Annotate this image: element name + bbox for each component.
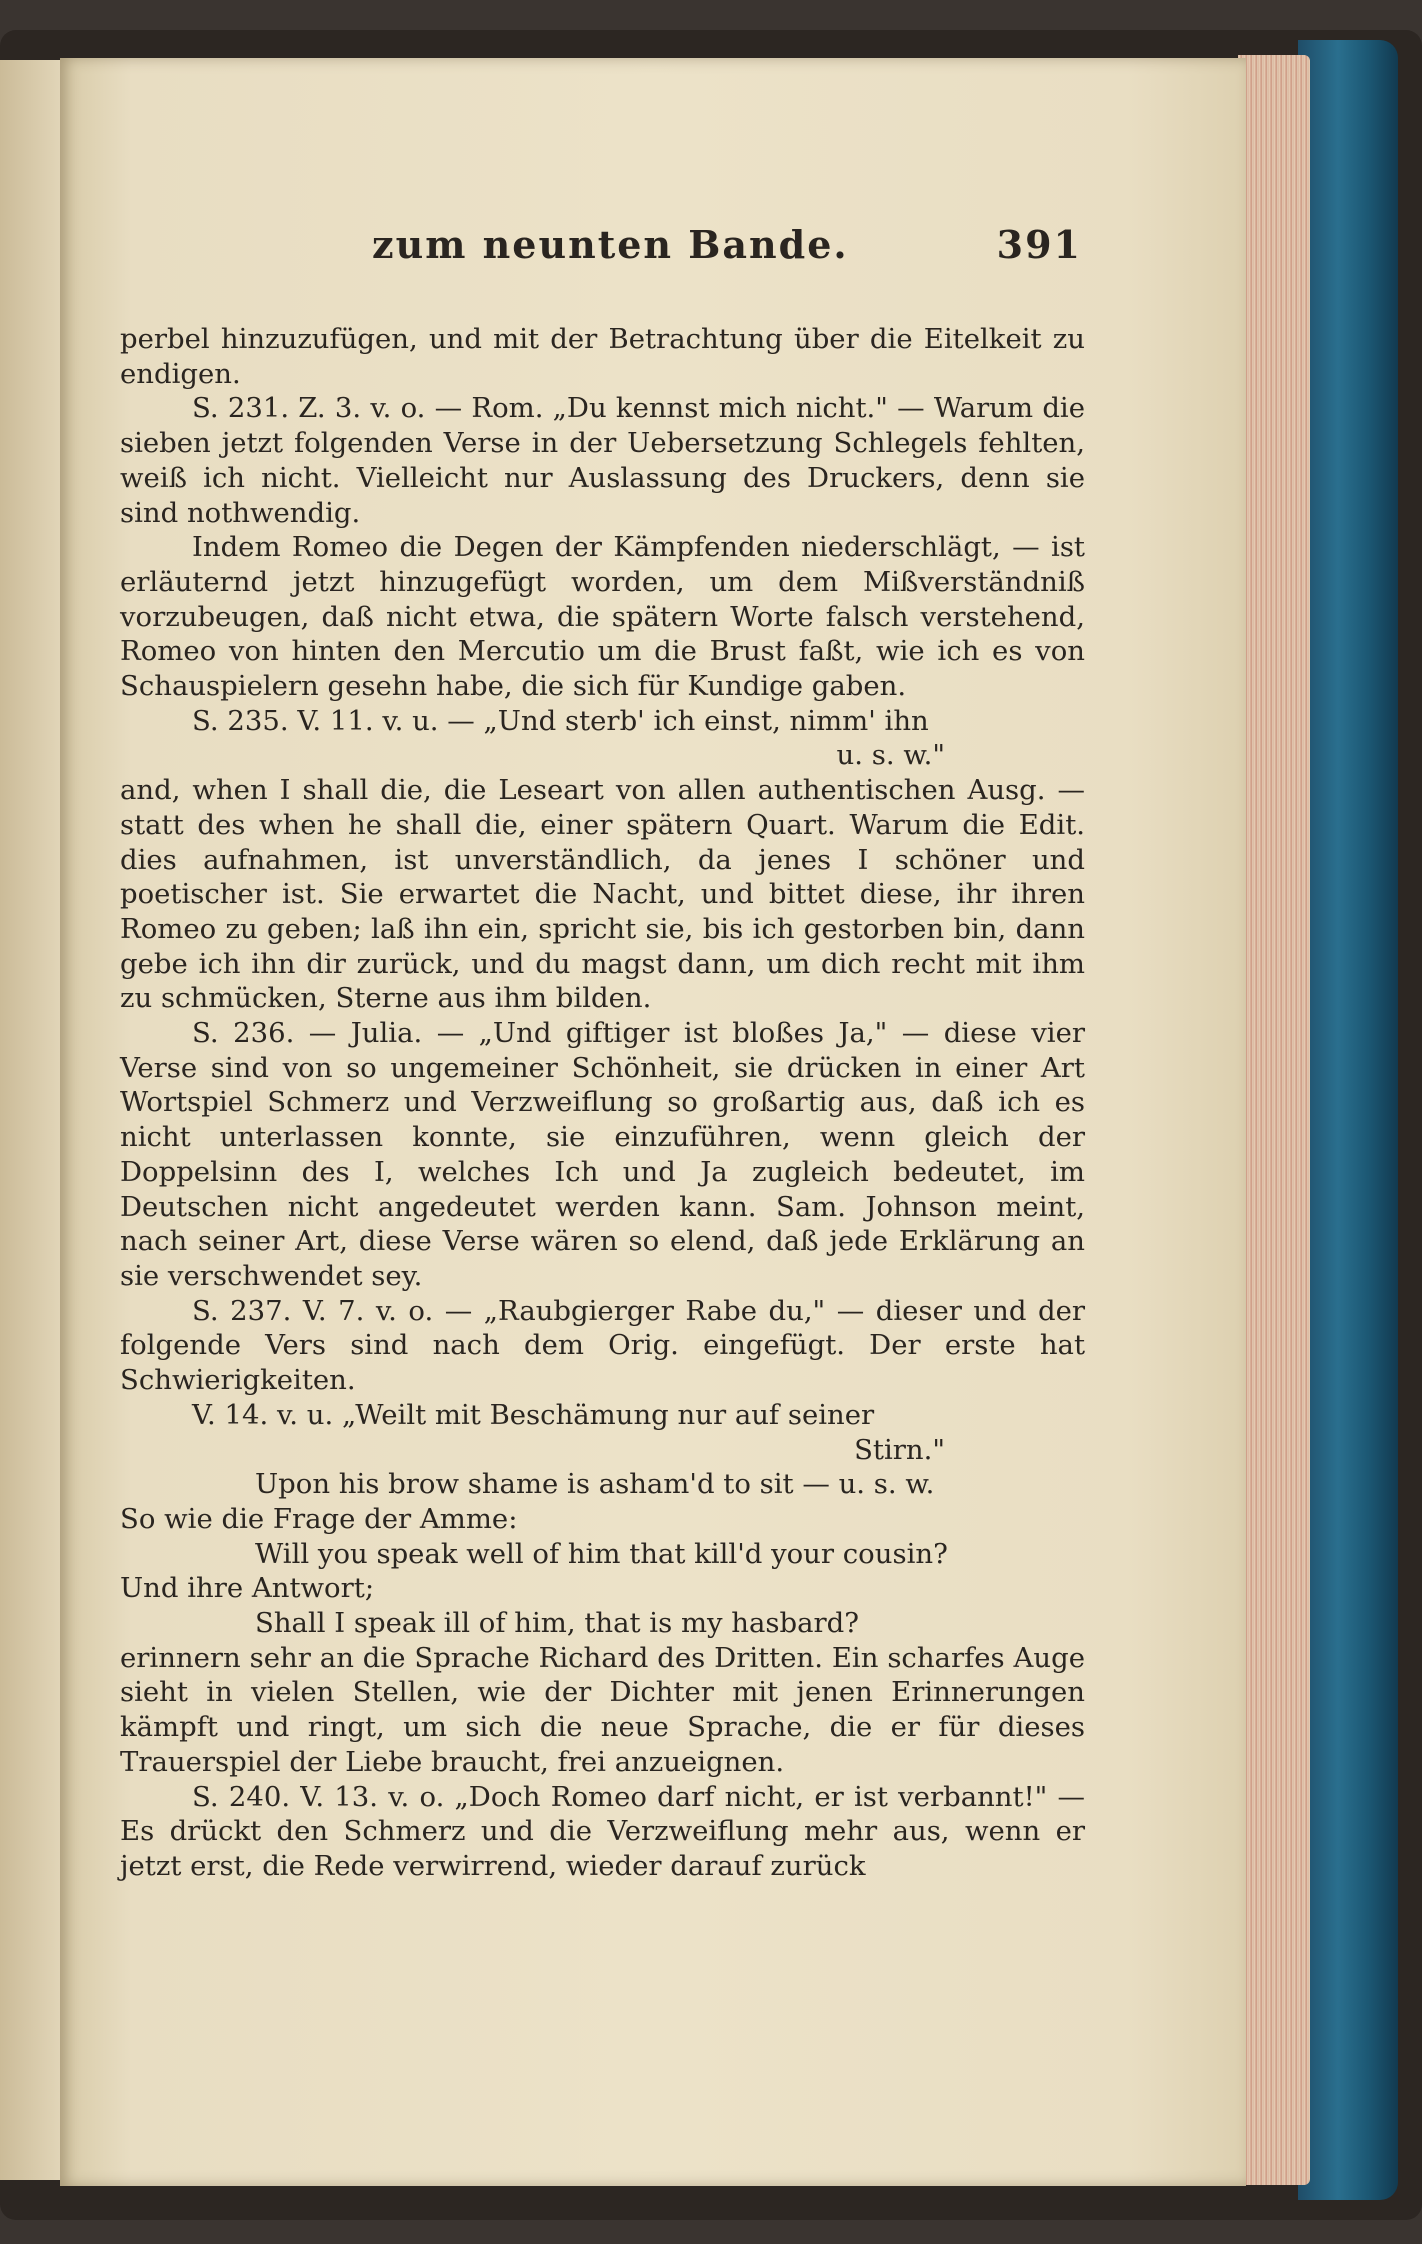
paragraph: V. 14. v. u. „Weilt mit Beschämung nur auf seiner bbox=[192, 1398, 875, 1431]
left-page-edge bbox=[0, 60, 62, 2180]
quote-line: Shall I speak ill of him, that is my hasbard? bbox=[255, 1607, 860, 1640]
paragraph: perbel hinzuzufügen, und mit der Betrachtung über die Eitelkeit zu endigen. bbox=[120, 323, 1085, 390]
paragraph-continuation: Stirn." bbox=[854, 1433, 945, 1466]
header-title: zum neunten Bande. bbox=[372, 222, 849, 267]
paragraph: So wie die Frage der Amme: bbox=[120, 1502, 518, 1535]
paragraph-continuation: u. s. w." bbox=[836, 739, 945, 772]
paragraph: S. 235. V. 11. v. u. — „Und sterb' ich einst, nimm' ihn bbox=[192, 704, 929, 737]
page-edges bbox=[1238, 55, 1310, 2185]
paragraph: S. 237. V. 7. v. o. — „Raubgierger Rabe du," — dieser und der folgende Vers sind nach dem Orig. eingefügt. Der erste hat Schwierigkeiten. bbox=[120, 1294, 1085, 1397]
body-text bbox=[120, 322, 1085, 1884]
paragraph: Und ihre Antwort; bbox=[120, 1572, 375, 1605]
paragraph: Indem Romeo die Degen der Kämpfenden niederschlägt, — ist erläuternd jetzt hinzugefügt worden, um dem Mißverständniß vorzubeugen, daß nicht etwa, die spätern Worte falsch verstehend, Romeo von hinten den Mercutio um die Brust faßt, wie ich es von Schauspielern gesehn habe, die sich für Kundige gaben. bbox=[120, 531, 1085, 703]
paragraph: S. 231. Z. 3. v. o. — Rom. „Du kennst mich nicht." — Warum die sieben jetzt folgenden Verse in der Uebersetzung Schlegels fehlten, weiß ich nicht. Vielleicht nur Auslassung des Druckers, denn sie sind nothwendig. bbox=[120, 392, 1085, 529]
running-header bbox=[372, 222, 1082, 282]
paragraph: and, when I shall die, die Leseart von allen authentischen Ausg. — statt des when he shall die, einer spätern Quart. Warum die Edit. dies aufnahmen, ist unverständlich, da jenes I schöner und poetischer ist. Sie erwartet die Nacht, und bittet diese, ihr ihren Romeo zu geben; laß ihn ein, spricht sie, bis ich gestorben bin, dann gebe ich ihn dir zurück, und du magst dann, um dich recht mit ihm zu schmücken, Sterne aus ihm bilden. bbox=[120, 774, 1085, 1015]
quote-line: Upon his brow shame is asham'd to sit — u. s. w. bbox=[255, 1468, 935, 1501]
paragraph: erinnern sehr an die Sprache Richard des Dritten. Ein scharfes Auge sieht in vielen Stellen, wie der Dichter mit jenen Erinnerungen kämpft und ringt, um sich die neue Sprache, die er für dieses Trauerspiel der Liebe braucht, frei anzueignen. bbox=[120, 1641, 1085, 1778]
quote-line: Will you speak well of him that kill'd your cousin? bbox=[255, 1537, 948, 1570]
paragraph: S. 236. — Julia. — „Und giftiger ist bloßes Ja," — diese vier Verse sind von so ungemeiner Schönheit, sie drücken in einer Art Wortspiel Schmerz und Verzweiflung so großartig aus, daß ich es nicht unterlassen konnte, sie einzuführen, wenn gleich der Doppelsinn des I, welches Ich und Ja zugleich bedeutet, im Deutschen nicht angedeutet werden kann. Sam. Johnson meint, nach seiner Art, diese Verse wären so elend, daß jede Erklärung an sie verschwendet sey. bbox=[120, 1017, 1085, 1292]
book-cover-edge bbox=[1298, 40, 1398, 2200]
page-number: 391 bbox=[996, 222, 1082, 267]
paragraph: S. 240. V. 13. v. o. „Doch Romeo darf nicht, er ist verbannt!" — Es drückt den Schmerz und die Verzweiflung mehr aus, wenn er jetzt erst, die Rede verwirrend, wieder darauf zurück bbox=[120, 1780, 1085, 1882]
